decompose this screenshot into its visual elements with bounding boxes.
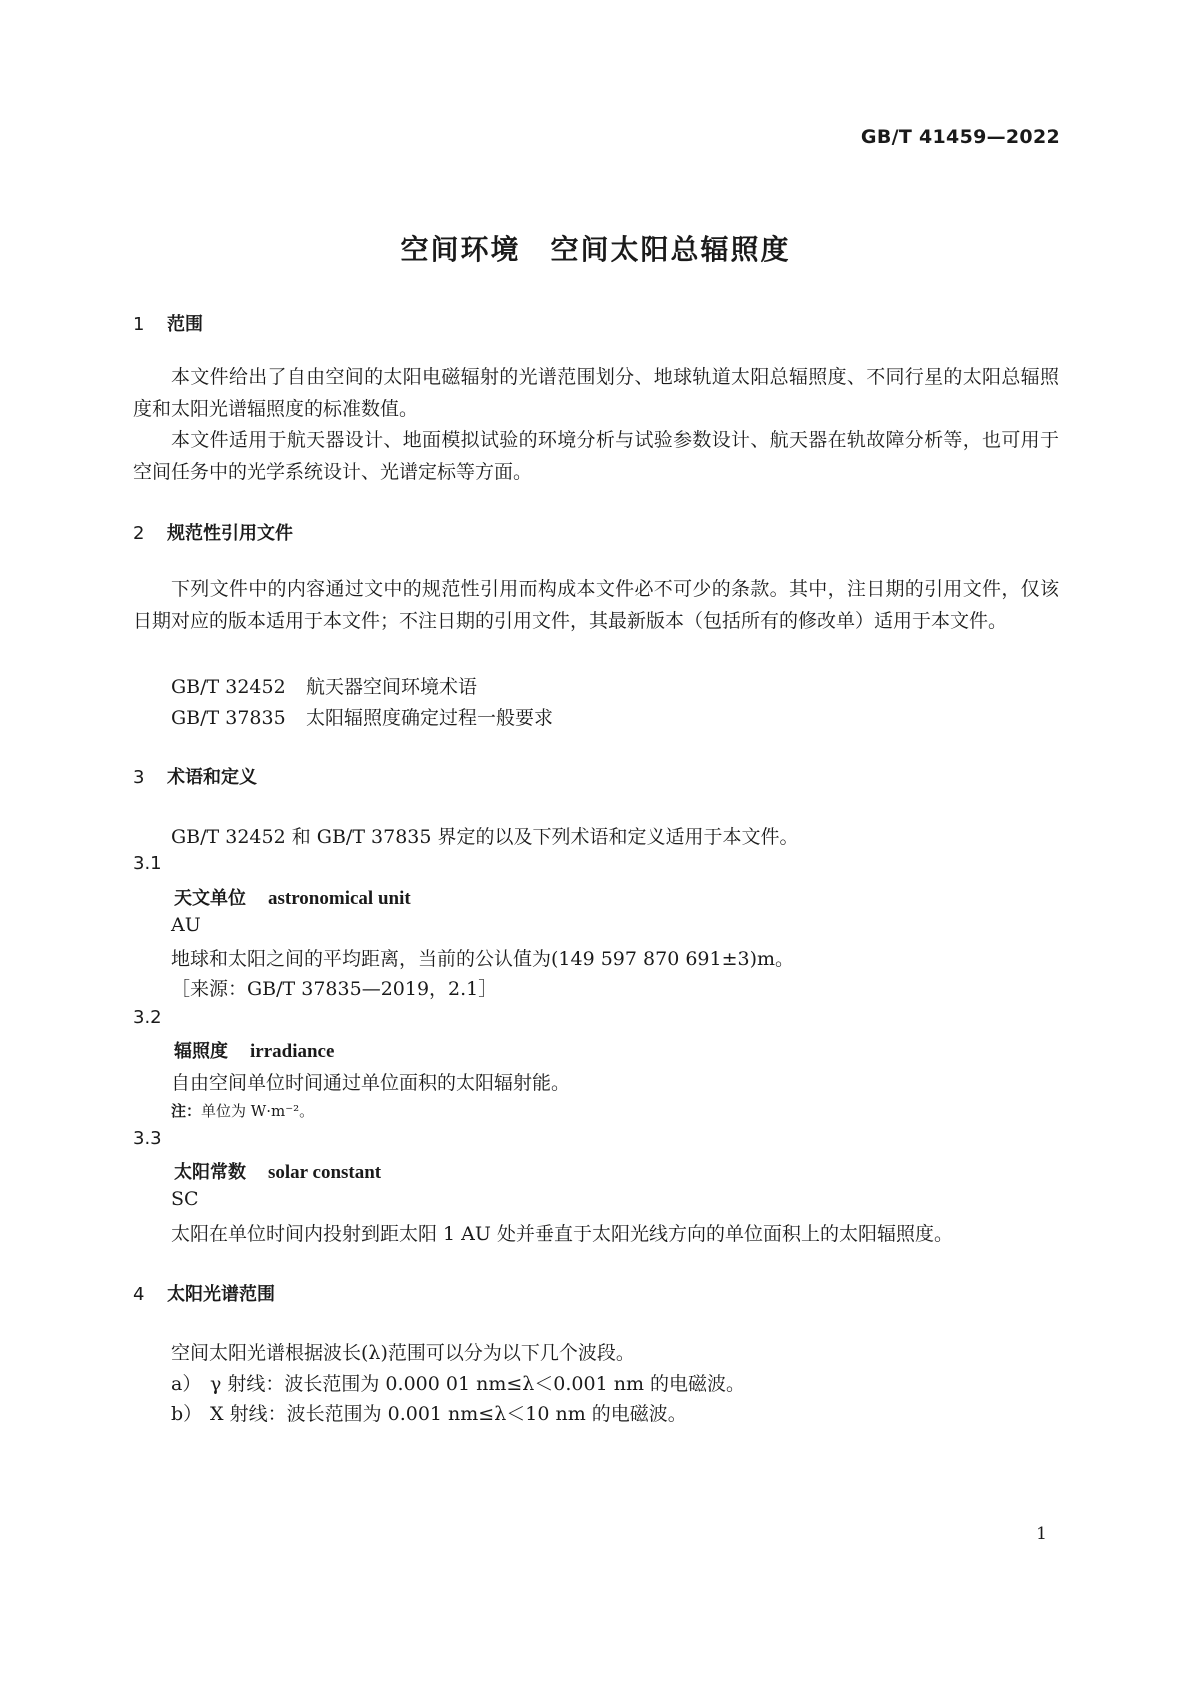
- section-title: 规范性引用文件: [167, 523, 293, 544]
- scope-paragraph-1: 本文件给出了自由空间的太阳电磁辐射的光谱范围划分、地球轨道太阳总辐照度、不同行星的太阳总辐照度和太阳光谱辐照度的标准数值。: [133, 366, 1059, 420]
- term-zh: 太阳常数: [174, 1162, 246, 1183]
- reference-title: 太阳辐照度确定过程一般要求: [306, 707, 554, 729]
- term-zh: 天文单位: [174, 888, 246, 909]
- list-item-text: X 射线：波长范围为 0.001 nm≤λ＜10 nm 的电磁波。: [210, 1403, 687, 1425]
- normative-references-intro: 下列文件中的内容通过文中的规范性引用而构成本文件必不可少的条款。其中，注日期的引用文件，仅该日期对应的版本适用于本文件；不注日期的引用文件，其最新版本（包括所有的修改单）适用于本文件。: [133, 578, 1059, 632]
- term-zh: 辐照度: [174, 1041, 228, 1062]
- scope-paragraph-2: 本文件适用于航天器设计、地面模拟试验的环境分析与试验参数设计、航天器在轨故障分析等，也可用于空间任务中的光学系统设计、光谱定标等方面。: [133, 429, 1059, 483]
- section-title: 太阳光谱范围: [167, 1284, 275, 1305]
- terms-intro: GB/T 32452 和 GB/T 37835 界定的以及下列术语和定义适用于本文件。: [171, 826, 799, 848]
- note-label: 注：: [171, 1102, 202, 1120]
- term-number: 3.1: [133, 853, 162, 874]
- term-en: solar constant: [268, 1162, 382, 1183]
- section-title: 术语和定义: [167, 767, 257, 788]
- reference-entry: [171, 703, 553, 730]
- section-number: 4: [133, 1284, 145, 1305]
- spectrum-intro: 空间太阳光谱根据波长(λ)范围可以分为以下几个波段。: [171, 1342, 635, 1364]
- document-title: 空间环境 空间太阳总辐照度: [400, 233, 791, 266]
- term-en: irradiance: [250, 1041, 335, 1062]
- note-text: 单位为 W·m⁻²。: [201, 1102, 315, 1120]
- term-abbreviation: SC: [171, 1188, 199, 1210]
- term-heading: [174, 884, 411, 910]
- term-abbreviation: AU: [171, 914, 201, 936]
- term-en: astronomical unit: [268, 888, 411, 909]
- reference-code: GB/T 37835: [171, 707, 286, 729]
- term-heading: [174, 1158, 381, 1184]
- term-definition: 太阳在单位时间内投射到距太阳 1 AU 处并垂直于太阳光线方向的单位面积上的太阳辐照度。: [171, 1223, 953, 1245]
- list-item-label: a）: [171, 1373, 202, 1395]
- term-definition: 地球和太阳之间的平均距离，当前的公认值为(149 597 870 691±3)m。: [171, 948, 795, 970]
- reference-entry: [171, 672, 477, 699]
- section-2-heading: [133, 519, 293, 545]
- section-number: 1: [133, 314, 145, 335]
- section-number: 3: [133, 767, 145, 788]
- section-number: 2: [133, 523, 145, 544]
- list-item: [171, 1399, 687, 1426]
- term-source: ［来源：GB/T 37835—2019，2.1］: [171, 978, 498, 1000]
- term-heading: [174, 1037, 334, 1063]
- section-4-heading: [133, 1280, 275, 1306]
- term-definition: 自由空间单位时间通过单位面积的太阳辐射能。: [171, 1072, 571, 1094]
- list-item-text: γ 射线：波长范围为 0.000 01 nm≤λ＜0.001 nm 的电磁波。: [210, 1373, 746, 1395]
- page-number: 1: [1036, 1524, 1047, 1544]
- section-title: 范围: [167, 314, 203, 335]
- list-item: [171, 1369, 745, 1396]
- standard-number: GB/T 41459—2022: [860, 126, 1060, 148]
- section-1-heading: [133, 310, 203, 336]
- term-note: [171, 1100, 314, 1121]
- list-item-label: b）: [171, 1403, 203, 1425]
- reference-code: GB/T 32452: [171, 676, 286, 698]
- term-number: 3.2: [133, 1007, 162, 1028]
- term-number: 3.3: [133, 1128, 162, 1149]
- section-3-heading: [133, 763, 257, 789]
- reference-title: 航天器空间环境术语: [306, 676, 478, 698]
